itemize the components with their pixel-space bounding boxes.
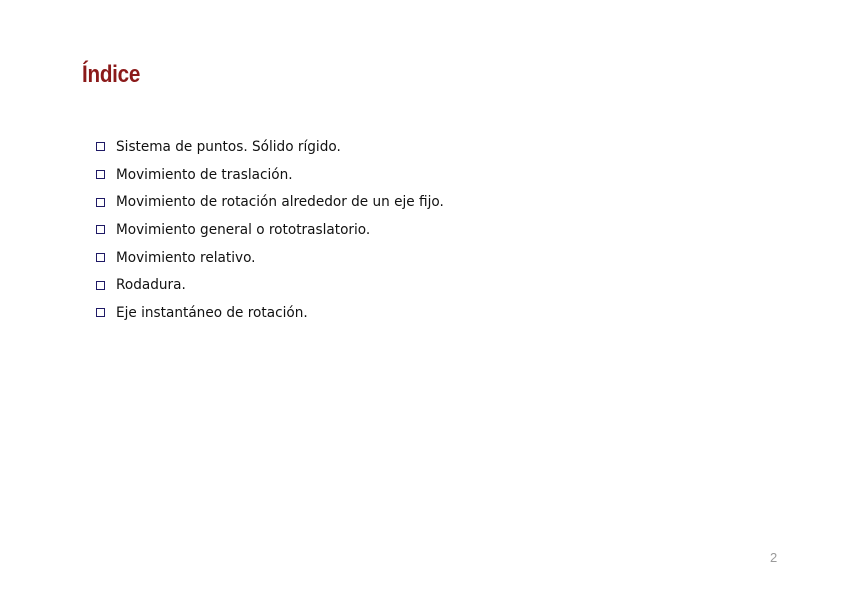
square-bullet-icon [96, 198, 105, 207]
square-bullet-icon [96, 170, 105, 179]
square-bullet-icon [96, 142, 105, 151]
list-item [96, 161, 465, 189]
list-item [96, 133, 465, 161]
list-item [96, 299, 465, 327]
list-item-text: Eje instantáneo de rotación. [116, 304, 308, 321]
list-item-text: Movimiento de traslación. [116, 166, 293, 183]
slide-title: Índice [82, 61, 141, 88]
list-item-text: Movimiento general o rototraslatorio. [116, 221, 371, 238]
square-bullet-icon [96, 281, 105, 290]
square-bullet-icon [96, 308, 105, 317]
list-item [96, 216, 465, 244]
page-number: 2 [770, 550, 778, 565]
bullet-list [96, 133, 465, 327]
square-bullet-icon [96, 225, 105, 234]
list-item-text: Movimiento relativo. [116, 249, 256, 266]
list-item [96, 244, 465, 272]
list-item [96, 188, 465, 216]
list-item-text: Movimiento de rotación alrededor de un eje fijo. [116, 194, 444, 211]
square-bullet-icon [96, 253, 105, 262]
list-item-text: Rodadura. [116, 277, 186, 294]
list-item-text: Sistema de puntos. Sólido rígido. [116, 138, 341, 155]
list-item [96, 271, 465, 299]
